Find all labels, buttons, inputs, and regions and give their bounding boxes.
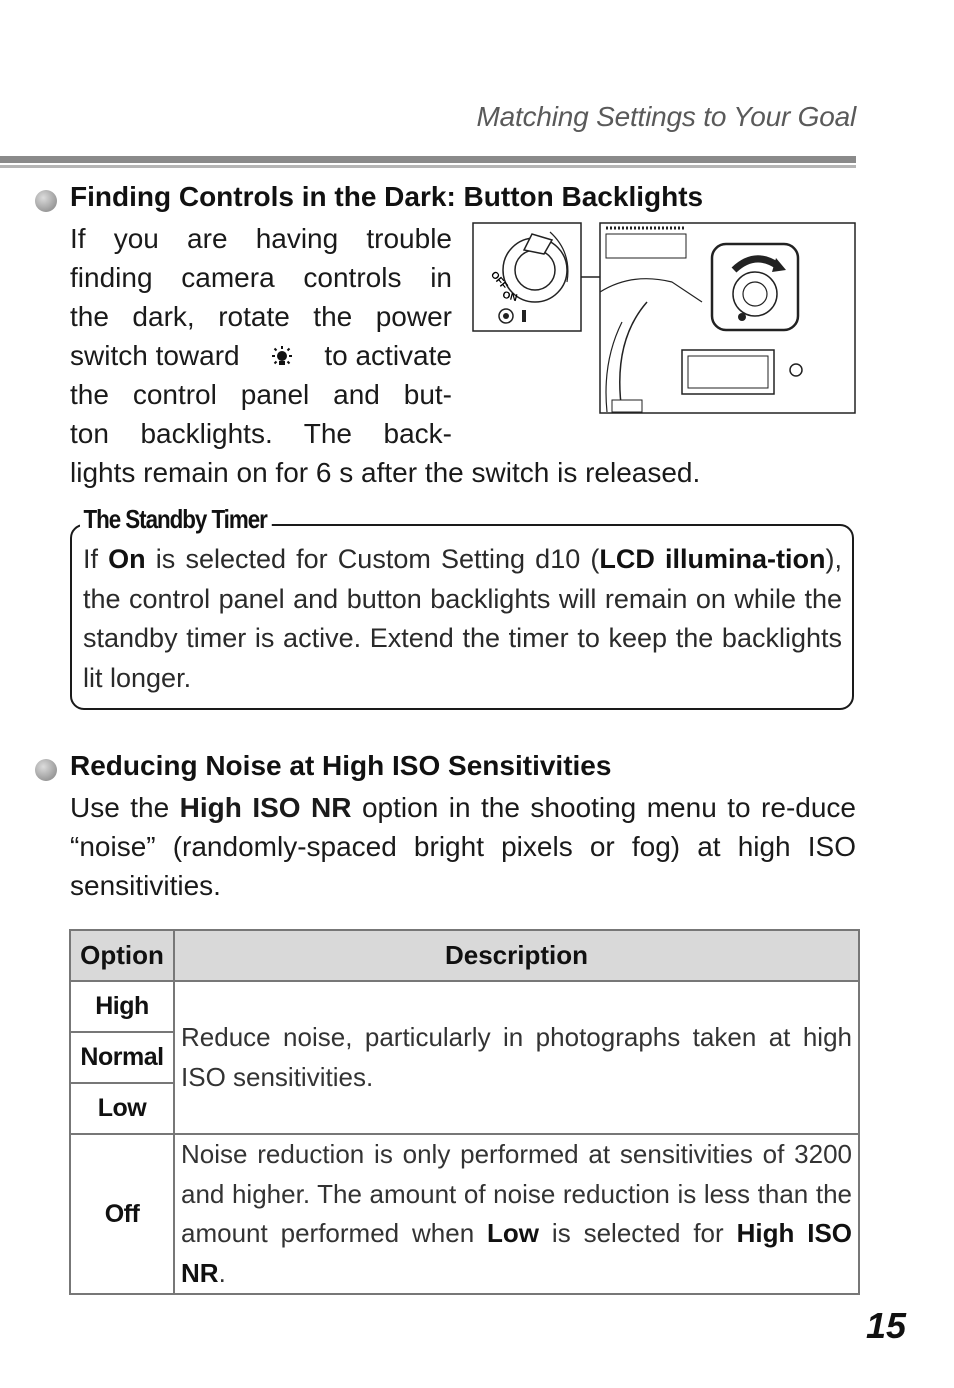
- option-off: Off: [70, 1134, 174, 1294]
- note-title: The Standby Timer: [80, 504, 272, 535]
- header-rule: [0, 156, 856, 163]
- bold-term: High ISO NR: [181, 1218, 853, 1288]
- running-head: Matching Settings to Your Goal: [476, 101, 856, 132]
- note-text: If On is selected for Custom Setting d10 (LCD illumina-tion), the control panel and button backlights will remain on while the standby timer is active. Extend the timer to keep the backlights lit longer.: [83, 544, 842, 693]
- bold-term: High ISO NR: [179, 792, 352, 823]
- paragraph-line: the dark, rotate the power: [70, 301, 452, 332]
- section-bullet: [35, 759, 57, 781]
- section-bullet: [35, 190, 57, 212]
- paragraph-line: ton backlights. The back-: [70, 418, 452, 449]
- column-header-description: Description: [174, 930, 859, 981]
- bold-term: On: [108, 544, 146, 574]
- noise-paragraph: Use the High ISO NR option in the shooting menu to re-duce “noise” (randomly-spaced bright pixels or fog) at high ISO sensitivities.: [70, 792, 856, 901]
- paragraph-line: If you are having trouble: [70, 223, 452, 254]
- section-heading-backlights: Finding Controls in the Dark: Button Backlights: [70, 181, 704, 212]
- paragraph-text: switch toward: [70, 340, 240, 371]
- switch-off-label: OFF: [488, 269, 510, 292]
- table-header-row: [70, 930, 859, 981]
- option-high: High: [70, 981, 174, 1032]
- camera-power-switch-illustration: [472, 222, 856, 414]
- section-heading-noise: Reducing Noise at High ISO Sensitivities: [70, 750, 612, 781]
- description-cell-off: Noise reduction is only performed at sensitivities of 3200 and higher. The amount of noise reduction is less than the amount performed when Low is selected for High ISO NR.: [174, 1134, 859, 1294]
- paragraph-line: finding camera controls in: [70, 262, 452, 293]
- iso-nr-options-table: [69, 929, 860, 1295]
- backlight-icon: [269, 342, 295, 368]
- paragraph-line: lights remain on for 6 s after the switch is released.: [70, 457, 701, 488]
- header-rule-thin: [0, 165, 856, 168]
- table-row: [70, 981, 859, 1032]
- table-row: [70, 1134, 859, 1294]
- page-number: 15: [866, 1305, 907, 1346]
- switch-on-label: ON: [501, 289, 519, 305]
- paragraph-text: to activate: [324, 340, 452, 371]
- option-normal: Normal: [70, 1032, 174, 1083]
- backlights-paragraph: [70, 219, 452, 453]
- paragraph-line: the control panel and but-: [70, 379, 452, 410]
- description-cell: Reduce noise, particularly in photographs taken at high ISO sensitivities.: [174, 981, 859, 1134]
- option-low: Low: [70, 1083, 174, 1134]
- bold-term: LCD illumina-tion: [599, 544, 826, 574]
- paragraph-line-with-icon: [70, 336, 452, 375]
- column-header-option: Option: [70, 930, 174, 981]
- bold-term: Low: [487, 1218, 540, 1248]
